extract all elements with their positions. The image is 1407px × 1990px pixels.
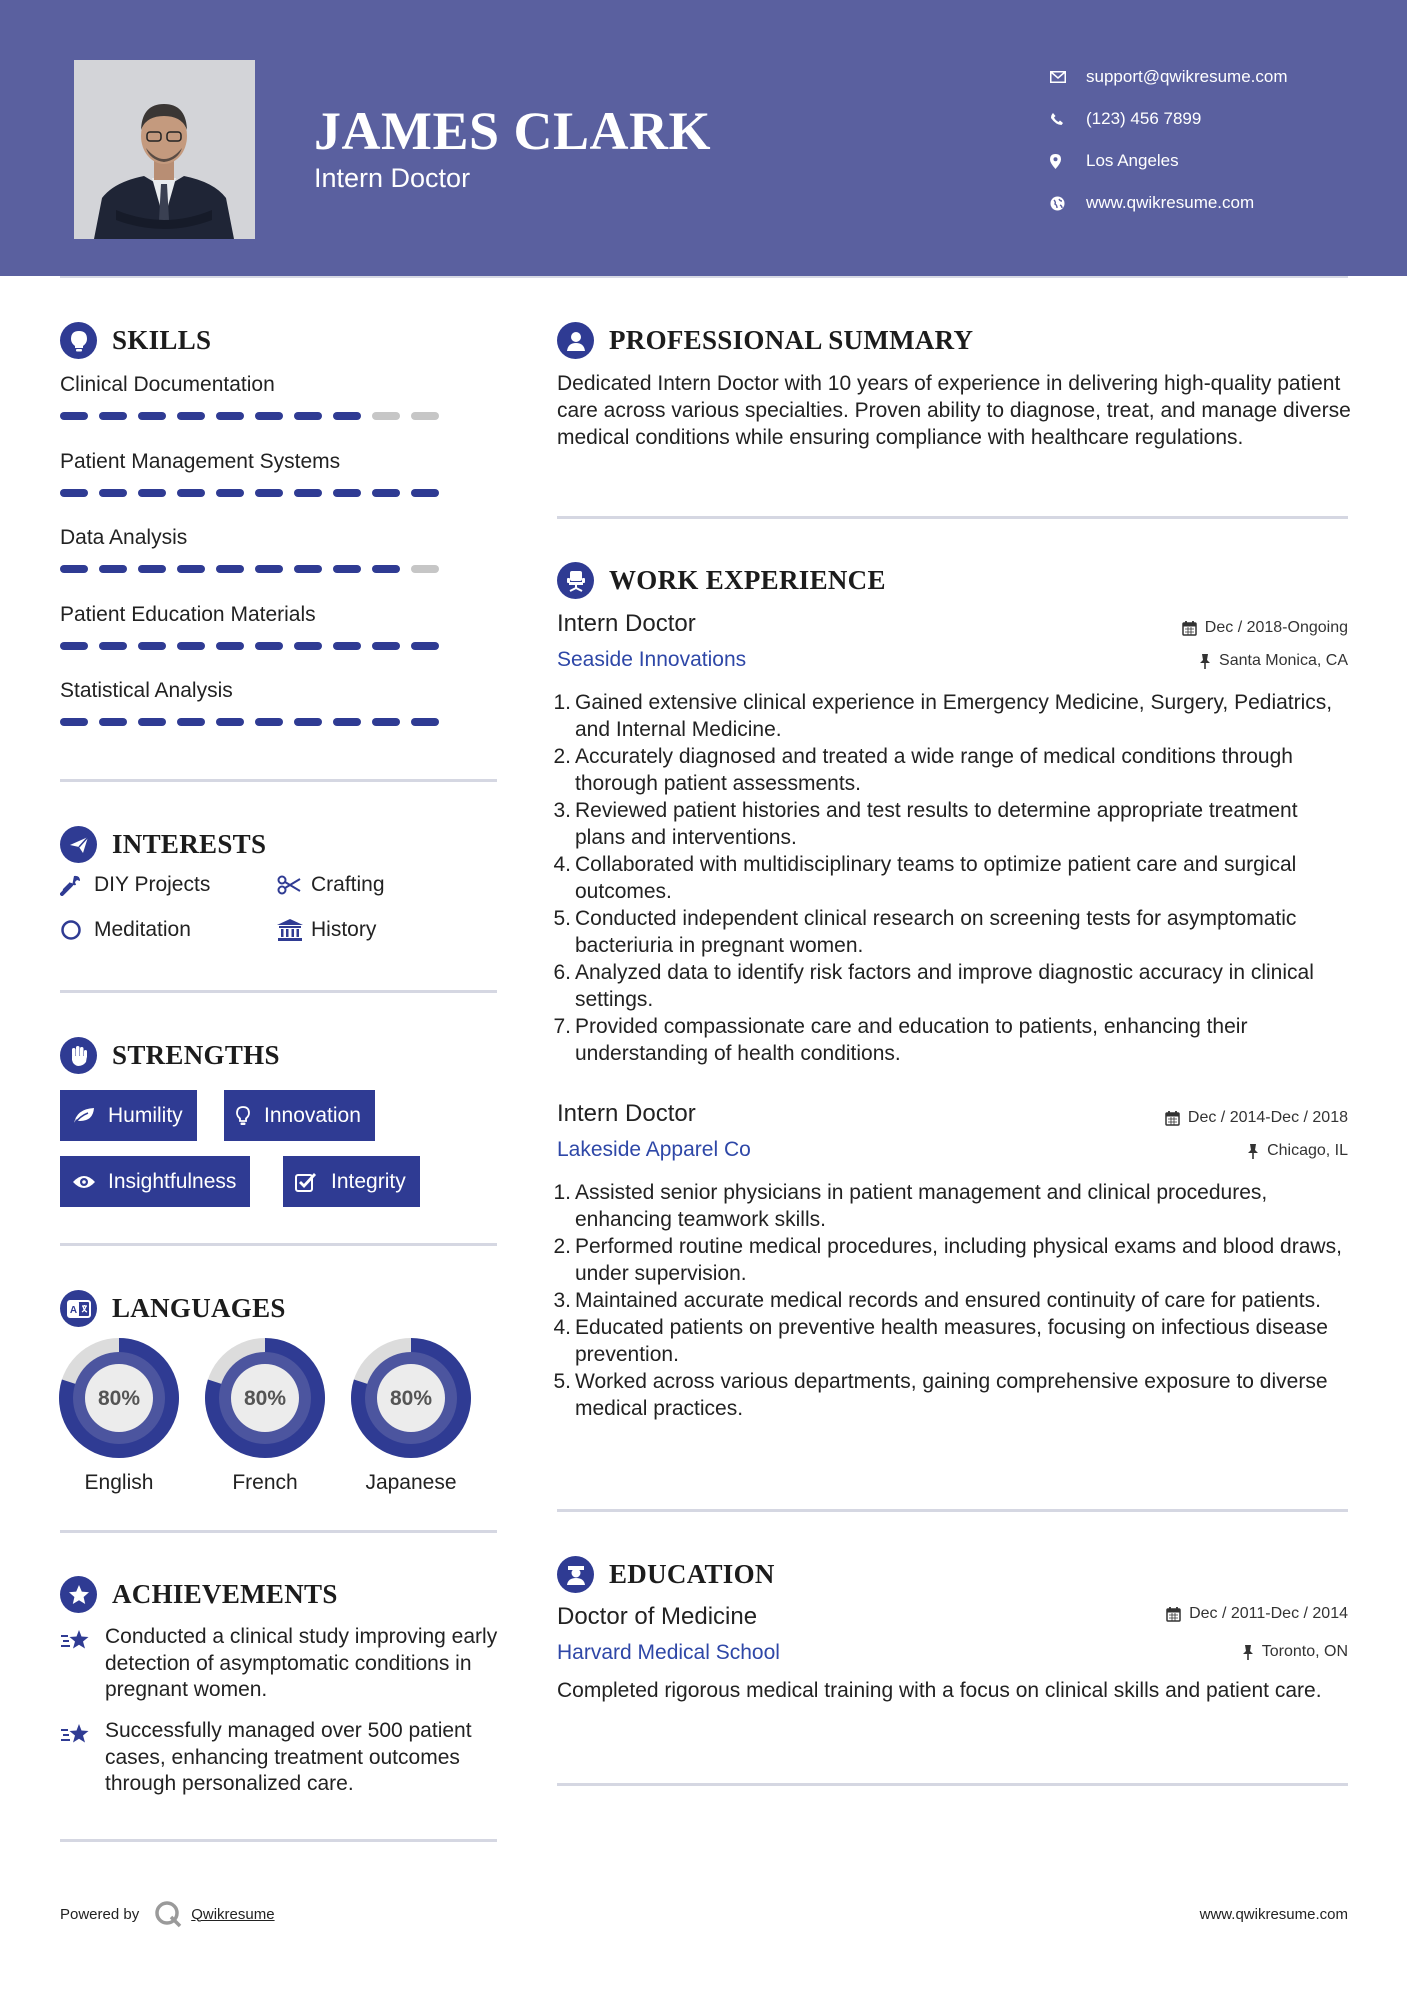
qwikresume-link[interactable]: Qwikresume	[191, 1905, 275, 1923]
skill-dash-filled	[138, 489, 166, 497]
bullet-text: Collaborated with multidisciplinary teams to optimize patient care and surgical outcomes.	[575, 853, 1297, 903]
header-divider	[60, 276, 1348, 278]
shooting-star-icon	[60, 1718, 105, 1798]
job-dates	[1165, 1109, 1348, 1127]
skill-dash-filled	[372, 718, 400, 726]
section-divider	[557, 1783, 1348, 1786]
pushpin-icon	[1247, 1143, 1259, 1159]
job-company: Seaside Innovations	[557, 648, 747, 671]
job-location	[1199, 652, 1348, 670]
skill-name: Patient Education Materials	[60, 602, 316, 626]
section-divider	[60, 990, 497, 993]
scissors-icon	[277, 875, 311, 895]
skill-name: Patient Management Systems	[60, 449, 341, 473]
interests-title: INTERESTS	[112, 829, 267, 859]
skill-dash-filled	[333, 489, 361, 497]
skill-dash-filled	[99, 489, 127, 497]
language-progress-ring	[205, 1338, 325, 1458]
calendar-icon	[1165, 1110, 1180, 1126]
languages-title: LANGUAGES	[112, 1293, 286, 1323]
phone-icon	[1050, 112, 1086, 126]
language-progress-ring	[351, 1338, 471, 1458]
skill-dash-filled	[411, 642, 439, 650]
skill-dash-filled	[99, 412, 127, 420]
skill-name: Statistical Analysis	[60, 679, 233, 702]
strength-badge	[60, 1156, 250, 1207]
contact-email[interactable]	[1050, 56, 1370, 98]
language-percent: 80%	[97, 1387, 141, 1410]
strength-badge	[60, 1090, 197, 1141]
education-location-text: Toronto, ON	[1261, 1643, 1348, 1660]
eye-icon	[72, 1174, 108, 1190]
skill-dash-filled	[216, 489, 244, 497]
skill-dash-filled	[138, 565, 166, 573]
skills-heading	[60, 322, 211, 359]
skill-dash-filled	[333, 565, 361, 573]
section-divider	[60, 779, 497, 782]
job-location-text: Santa Monica, CA	[1219, 652, 1348, 669]
powered-by-text: Powered by	[60, 1905, 140, 1923]
graduate-icon	[557, 1556, 594, 1593]
circle-icon	[60, 919, 94, 941]
school-name: Harvard Medical School	[557, 1641, 780, 1664]
skill-name: Data Analysis	[60, 526, 188, 549]
achievements-heading	[60, 1576, 338, 1613]
languages-heading	[60, 1290, 286, 1327]
section-divider	[557, 516, 1348, 519]
contact-location	[1050, 140, 1370, 182]
contact-list	[1050, 56, 1370, 224]
skill-dash-filled	[216, 412, 244, 420]
footer-website[interactable]: www.qwikresume.com	[1199, 1906, 1348, 1923]
lightbulb-icon	[60, 322, 97, 359]
skill-dash-filled	[372, 642, 400, 650]
footer-powered-by	[60, 1899, 275, 1929]
skill-item	[60, 443, 460, 520]
skill-dash-filled	[294, 718, 322, 726]
education-description: Completed rigorous medical training with a focus on clinical skills and patient care.	[557, 1679, 1322, 1702]
bullet-text: Reviewed patient histories and test results to determine appropriate treatment plans and interventions.	[575, 799, 1298, 849]
raised-fist-icon	[60, 1037, 97, 1074]
check-square-icon	[295, 1172, 331, 1192]
list-item: 2. Accurately diagnosed and treated a wide range of medical conditions through thorough patient assessments.	[551, 743, 1351, 797]
skill-dash-filled	[60, 642, 88, 650]
skill-dash-filled	[294, 642, 322, 650]
language-name: English	[84, 1471, 154, 1494]
profile-photo	[74, 60, 255, 239]
skill-dash-filled	[294, 489, 322, 497]
skill-level-bar	[60, 565, 460, 573]
language-name: French	[232, 1471, 298, 1494]
skill-dash-filled	[177, 642, 205, 650]
skill-dash-filled	[177, 489, 205, 497]
user-icon	[557, 322, 594, 359]
skill-dash-filled	[177, 718, 205, 726]
skill-dash-filled	[255, 642, 283, 650]
list-item: 1. Assisted senior physicians in patient management and clinical procedures, enhancing teamwork skills.	[551, 1179, 1351, 1233]
list-item: 7. Provided compassionate care and education to patients, enhancing their understanding of health conditions.	[551, 1013, 1351, 1067]
skill-dash-filled	[255, 718, 283, 726]
skill-dash-filled	[99, 718, 127, 726]
skill-dash-filled	[333, 718, 361, 726]
interest-item	[277, 918, 376, 942]
interest-label: DIY Projects	[94, 873, 211, 896]
language-percent: 80%	[389, 1387, 433, 1410]
summary-heading	[557, 322, 973, 359]
language-percent: 80%	[243, 1387, 287, 1410]
skill-item	[60, 519, 460, 596]
skill-name: Clinical Documentation	[60, 373, 275, 396]
bullet-text: Provided compassionate care and education to patients, enhancing their understanding of health conditions.	[575, 1015, 1248, 1065]
strength-label: Insightfulness	[108, 1169, 237, 1193]
star-badge-icon	[60, 1576, 97, 1613]
education-title: EDUCATION	[609, 1559, 775, 1589]
skill-dash-filled	[372, 489, 400, 497]
interest-label: Meditation	[94, 918, 191, 941]
lightbulb-icon	[236, 1106, 264, 1126]
pushpin-icon	[1199, 653, 1211, 669]
experience-title: WORK EXPERIENCE	[609, 565, 886, 595]
skill-dash-filled	[333, 642, 361, 650]
skill-level-bar	[60, 718, 460, 726]
bullet-text: Analyzed data to identify risk factors and improve diagnostic accuracy in clinical settings.	[575, 961, 1314, 1011]
job-dates	[1182, 619, 1348, 637]
strength-badge	[224, 1090, 375, 1141]
job-dates-text: Dec / 2014-Dec / 2018	[1187, 1109, 1348, 1126]
skill-dash-filled	[60, 412, 88, 420]
skill-item	[60, 596, 460, 673]
skill-level-bar	[60, 489, 460, 497]
strength-label: Innovation	[264, 1103, 361, 1127]
map-pin-icon	[1050, 154, 1086, 169]
experience-heading	[557, 562, 886, 599]
skill-dash-filled	[411, 718, 439, 726]
wrench-icon	[60, 874, 94, 896]
skill-dash-filled	[216, 642, 244, 650]
section-divider	[60, 1839, 497, 1842]
education-dates	[1166, 1605, 1348, 1623]
section-divider	[557, 1509, 1348, 1512]
museum-icon	[277, 919, 311, 941]
strength-label: Humility	[108, 1103, 183, 1127]
summary-text: Dedicated Intern Doctor with 10 years of experience in delivering high-quality patient care across various specialties. Proven ability to diagnose, treat, and manage diverse medical conditions while ensuring compliance with healthcare regulations.	[557, 372, 1351, 449]
section-divider	[60, 1243, 497, 1246]
job-title: Intern Doctor	[557, 1100, 696, 1127]
interest-item	[60, 873, 210, 897]
skill-dash-filled	[372, 565, 400, 573]
bullet-text: Educated patients on preventive health measures, focusing on infectious disease prevention.	[575, 1316, 1328, 1366]
skill-dash-filled	[411, 489, 439, 497]
list-item: 4. Educated patients on preventive health measures, focusing on infectious disease prevention.	[551, 1314, 1351, 1368]
language-item	[205, 1338, 325, 1495]
skill-dash-filled	[333, 412, 361, 420]
skill-dash-filled	[216, 718, 244, 726]
interest-label: Crafting	[311, 873, 385, 896]
contact-website-text: www.qwikresume.com	[1086, 193, 1255, 212]
skill-dash-filled	[138, 718, 166, 726]
contact-phone-text: (123) 456 7899	[1086, 109, 1202, 128]
language-progress-ring	[59, 1338, 179, 1458]
achievement-item	[60, 1718, 500, 1798]
job-location-text: Chicago, IL	[1267, 1142, 1348, 1159]
skill-item	[60, 366, 460, 443]
list-item: 4. Collaborated with multidisciplinary teams to optimize patient care and surgical outcomes.	[551, 851, 1351, 905]
achievement-item	[60, 1624, 500, 1704]
pushpin-icon	[1242, 1644, 1254, 1660]
achievements-title: ACHIEVEMENTS	[112, 1579, 338, 1609]
section-divider	[60, 1530, 497, 1533]
list-item: 3. Maintained accurate medical records and ensured continuity of care for patients.	[553, 1289, 1321, 1312]
skill-dash-empty	[411, 412, 439, 420]
skill-dash-filled	[177, 412, 205, 420]
bullet-text: Assisted senior physicians in patient management and clinical procedures, enhancing teamwork skills.	[575, 1181, 1268, 1231]
skill-dash-filled	[294, 412, 322, 420]
list-item: 3. Reviewed patient histories and test results to determine appropriate treatment plans and interventions.	[551, 797, 1351, 851]
paper-plane-icon	[60, 826, 97, 863]
skill-level-bar	[60, 642, 460, 650]
interest-item	[277, 873, 385, 897]
skill-dash-filled	[138, 412, 166, 420]
skill-dash-empty	[372, 412, 400, 420]
skill-level-bar	[60, 412, 460, 420]
skill-dash-filled	[99, 642, 127, 650]
shooting-star-icon	[60, 1624, 105, 1704]
summary-title: PROFESSIONAL SUMMARY	[609, 325, 974, 355]
skill-dash-empty	[411, 565, 439, 573]
skill-dash-filled	[138, 642, 166, 650]
achievement-text: Conducted a clinical study improving early detection of asymptomatic conditions in pregnant women.	[105, 1625, 498, 1701]
list-item: 5. Conducted independent clinical research on screening tests for asymptomatic bacteriuria in pregnant women.	[551, 905, 1351, 959]
candidate-name: JAMES CLARK	[314, 101, 712, 161]
strength-label: Integrity	[331, 1169, 406, 1193]
candidate-title: Intern Doctor	[314, 163, 471, 193]
bullet-text: Performed routine medical procedures, including physical exams and blood draws, under supervision.	[575, 1235, 1342, 1285]
skill-dash-filled	[255, 489, 283, 497]
envelope-icon	[1050, 71, 1086, 83]
bullet-text: Accurately diagnosed and treated a wide range of medical conditions through thorough patient assessments.	[575, 745, 1293, 795]
strengths-title: STRENGTHS	[112, 1040, 280, 1070]
job-responsibilities	[551, 1179, 1351, 1422]
skills-list	[60, 366, 460, 749]
interest-label: History	[311, 918, 377, 941]
bullet-text: Worked across various departments, gaining comprehensive exposure to diverse medical practices.	[575, 1370, 1328, 1420]
language-icon	[60, 1290, 97, 1327]
skill-dash-filled	[99, 565, 127, 573]
degree-title: Doctor of Medicine	[557, 1603, 758, 1630]
job-responsibilities	[551, 689, 1351, 1067]
education-location	[1242, 1643, 1348, 1661]
skills-title: SKILLS	[112, 325, 212, 355]
skill-dash-filled	[60, 718, 88, 726]
interests-heading	[60, 826, 266, 863]
contact-email-text: support@qwikresume.com	[1086, 67, 1288, 86]
job-location	[1247, 1142, 1348, 1160]
globe-icon	[1050, 196, 1086, 211]
resume-header	[0, 0, 1407, 276]
bullet-text: Maintained accurate medical records and ensured continuity of care for patients.	[575, 1289, 1321, 1312]
skill-dash-filled	[216, 565, 244, 573]
leaf-icon	[72, 1107, 108, 1125]
qwikresume-logo-icon	[153, 1899, 183, 1929]
language-item	[351, 1338, 471, 1495]
job-dates-text: Dec / 2018-Ongoing	[1204, 619, 1348, 636]
skill-item	[60, 672, 460, 749]
list-item: 5. Worked across various departments, gaining comprehensive exposure to diverse medical practices.	[551, 1368, 1351, 1422]
calendar-icon	[1182, 620, 1197, 636]
education-heading	[557, 1556, 775, 1593]
list-item: 2. Performed routine medical procedures, including physical exams and blood draws, under supervision.	[551, 1233, 1351, 1287]
skill-dash-filled	[255, 565, 283, 573]
skill-dash-filled	[177, 565, 205, 573]
skill-dash-filled	[294, 565, 322, 573]
education-dates-text: Dec / 2011-Dec / 2014	[1189, 1605, 1348, 1622]
bullet-text: Conducted independent clinical research on screening tests for asymptomatic bacteriuria in pregnant women.	[575, 907, 1297, 957]
list-item: 1. Gained extensive clinical experience in Emergency Medicine, Surgery, Pediatrics, and Internal Medicine.	[551, 689, 1351, 743]
contact-website[interactable]	[1050, 182, 1370, 224]
skill-dash-filled	[60, 565, 88, 573]
language-name: Japanese	[365, 1471, 457, 1494]
svg-text:A: A	[69, 1304, 77, 1316]
contact-phone[interactable]	[1050, 98, 1370, 140]
achievement-text: Successfully managed over 500 patient cases, enhancing treatment outcomes through personalized care.	[105, 1719, 472, 1795]
list-item: 6. Analyzed data to identify risk factors and improve diagnostic accuracy in clinical settings.	[551, 959, 1351, 1013]
job-company: Lakeside Apparel Co	[557, 1138, 751, 1161]
contact-location-text: Los Angeles	[1086, 151, 1179, 170]
language-item	[59, 1338, 179, 1495]
interest-item	[60, 918, 191, 942]
office-chair-icon	[557, 562, 594, 599]
job-title: Intern Doctor	[557, 610, 696, 637]
skill-dash-filled	[60, 489, 88, 497]
bullet-text: Gained extensive clinical experience in Emergency Medicine, Surgery, Pediatrics, and Internal Medicine.	[575, 691, 1333, 741]
skill-dash-filled	[255, 412, 283, 420]
strength-badge	[283, 1156, 420, 1207]
strengths-heading	[60, 1037, 280, 1074]
calendar-icon	[1166, 1606, 1181, 1622]
